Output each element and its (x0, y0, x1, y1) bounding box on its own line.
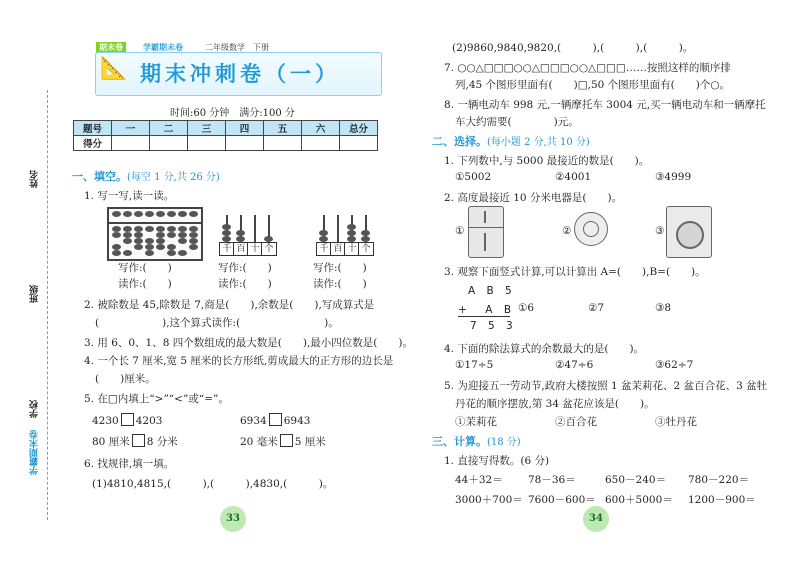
vertical-calc-line2: + A B (458, 304, 516, 316)
class-label: 班级 (30, 285, 40, 303)
rod (337, 215, 339, 242)
q2-1-opt[interactable]: ①5002 (455, 171, 492, 183)
q2-5a: 5. 为迎接五一劳动节,政府大楼按照 1 盆茉莉花、2 盆百合花、3 盆牡 (444, 380, 768, 392)
place-label: 个 (358, 242, 374, 256)
abacus-bead (347, 224, 356, 230)
abacus-bead (167, 232, 176, 238)
place-label: 个 (261, 242, 277, 256)
washing-machine-icon (666, 206, 712, 258)
abacus-bead (112, 211, 121, 217)
page-number-right: 34 (583, 506, 609, 532)
abacus-bead (178, 250, 187, 256)
compare-left: 80 厘米 (92, 436, 130, 448)
abacus-bead (347, 230, 356, 236)
compare-left: 6934 (240, 415, 267, 427)
rice-cooker-icon (574, 212, 608, 246)
abacus-bead (156, 211, 165, 217)
q2-4-opt[interactable]: ②47÷6 (555, 359, 594, 371)
q2-1: 1. 下列数中,与 5000 最接近的数是( )。 (444, 155, 650, 167)
section-2-title: 二、选择。 (432, 135, 487, 148)
score-value-row (74, 136, 378, 151)
read-blank-3[interactable]: 读作:( ) (313, 278, 367, 290)
place-label: 百 (330, 242, 346, 256)
q2-5-opt[interactable]: ③牡丹花 (655, 416, 697, 428)
q2-3-opt[interactable]: ①6 (518, 302, 535, 314)
binding-line (47, 90, 48, 520)
score-cell[interactable] (302, 136, 340, 151)
calc-item[interactable]: 7600－600＝ (528, 494, 596, 506)
q1-8b: 车大约需要( )元。 (455, 116, 579, 128)
compare-box[interactable] (121, 413, 134, 426)
q2-2-opt[interactable]: ③ (655, 225, 665, 237)
q1-7a: 7. ○○△□□□○○△□□□○○△□□□……按照这样的顺序排 (444, 62, 731, 74)
compare-left: 4230 (92, 415, 119, 427)
section-2-heading (432, 133, 590, 149)
score-cell: 五 (264, 121, 302, 136)
q2-4: 4. 下面的除法算式的余数最大的是( )。 (444, 343, 645, 355)
score-cell[interactable] (264, 136, 302, 151)
q2-3: 3. 观察下面竖式计算,可以计算出 A=( ),B=( )。 (444, 266, 706, 278)
calc-item[interactable]: 1200－900＝ (688, 494, 756, 506)
page-title: 期末冲刺卷（一） (140, 62, 340, 86)
abacus-bead (134, 211, 143, 217)
section-3-points: (18 分) (487, 437, 521, 448)
score-cell: 二 (150, 121, 188, 136)
compare-box[interactable] (280, 434, 293, 447)
q2-3-opt[interactable]: ②7 (588, 302, 605, 314)
abacus-bead (236, 230, 245, 236)
score-cell[interactable] (112, 136, 150, 151)
section-3-heading (432, 433, 521, 449)
q2-2-opt[interactable]: ② (562, 225, 572, 237)
q2-1-opt[interactable]: ②4001 (555, 171, 592, 183)
write-blank-2[interactable]: 写作:( ) (218, 262, 272, 274)
place-label: 十 (247, 242, 263, 256)
score-cell: 三 (188, 121, 226, 136)
q2-2: 2. 高度最接近 10 分米电器是( )。 (444, 192, 623, 204)
place-label: 千 (316, 242, 332, 256)
abacus-bead (167, 211, 176, 217)
rod (254, 215, 256, 242)
brand-vertical: 学霸期末卷 (30, 430, 40, 475)
calc-item[interactable]: 3000＋700＝ (455, 494, 523, 506)
q1-7b: 列,45 个图形里面有( )□,50 个图形里面有( )个○。 (455, 79, 731, 91)
page-number-left: 33 (220, 506, 246, 532)
abacus-bead (319, 230, 328, 236)
calc-item[interactable]: 78－36＝ (528, 474, 576, 486)
compare-box[interactable] (269, 413, 282, 426)
q2-5b: 丹花的顺序摆放,第 34 盆花应该是( )。 (455, 398, 655, 410)
place-label: 千 (219, 242, 235, 256)
abacus-bead (123, 211, 132, 217)
q2-3-opt[interactable]: ③8 (655, 302, 672, 314)
header-grade: 二年级数学 (205, 43, 245, 52)
abacus-bead (156, 244, 165, 250)
score-cell: 得分 (74, 136, 112, 151)
q2-4-opt[interactable]: ③62÷7 (655, 359, 694, 371)
compare-right: 5 厘米 (294, 436, 326, 448)
read-blank-1[interactable]: 读作:( ) (118, 278, 172, 290)
score-cell: 总分 (340, 121, 378, 136)
abacus-bead (134, 244, 143, 250)
q1-6-1: (1)4810,4815,( ),( ),4830,( )。 (92, 478, 334, 490)
calc-item[interactable]: 600＋5000＝ (605, 494, 673, 506)
compare-right: 8 分米 (146, 436, 178, 448)
q2-4-opt[interactable]: ①17÷5 (455, 359, 494, 371)
time-info: 时间:60 分钟 满分:100 分 (170, 108, 295, 119)
score-cell[interactable] (150, 136, 188, 151)
abacus-bead (222, 224, 231, 230)
vertical-calc-line1: A B 5 (468, 285, 516, 297)
compare-left: 20 毫米 (240, 436, 278, 448)
abacus-bead (178, 238, 187, 244)
header-term: 下册 (253, 43, 269, 52)
score-cell[interactable] (340, 136, 378, 151)
abacus-bead (189, 211, 198, 217)
q1-2a: 2. 被除数是 45,除数是 7,商是( ),余数是( ),写成算式是 (84, 299, 375, 311)
ruler-icon: 📐 (100, 56, 128, 81)
q2-5-opt[interactable]: ①茉莉花 (455, 416, 497, 428)
q1-4a: 4. 一个长 7 厘米,宽 5 厘米的长方形纸,剪成最大的正方形的边长是 (84, 355, 394, 367)
score-cell: 一 (112, 121, 150, 136)
calc-item[interactable]: 780－220＝ (688, 474, 750, 486)
school-label: 学校 (30, 400, 40, 418)
compare-1 (92, 413, 162, 427)
section-1-points: (每空 1 分,共 26 分) (127, 172, 220, 183)
write-blank-3[interactable]: 写作:( ) (313, 262, 367, 274)
abacus-bead (123, 250, 132, 256)
vertical-calc-rule (458, 316, 510, 317)
write-blank-1[interactable]: 写作:( ) (118, 262, 172, 274)
score-table (73, 120, 378, 151)
header-brand: 学霸期末卷 (143, 43, 183, 52)
q2-5-opt[interactable]: ②百合花 (555, 416, 597, 428)
score-cell: 题号 (74, 121, 112, 136)
q1-5: 5. 在□内填上“>”“<”或“=”。 (84, 393, 229, 405)
score-cell[interactable] (226, 136, 264, 151)
q2-1-opt[interactable]: ③4999 (655, 171, 692, 183)
abacus-bead (145, 226, 154, 232)
abacus-bead (222, 230, 231, 236)
vertical-calc-result: 7 5 3 (470, 320, 517, 332)
q1-8a: 8. 一辆电动车 998 元,一辆摩托车 3004 元,买一辆电动车和一辆摩托 (444, 99, 766, 111)
score-cell[interactable] (188, 136, 226, 151)
score-header-row (74, 121, 378, 136)
q1-3: 3. 用 6、0、1、8 四个数组成的最大数是( ),最小四位数是( )。 (84, 337, 413, 349)
place-label: 十 (344, 242, 360, 256)
abacus-bead (167, 250, 176, 256)
section-1-heading (72, 168, 220, 184)
score-cell: 六 (302, 121, 340, 136)
read-blank-2[interactable]: 读作:( ) (218, 278, 272, 290)
compare-3 (92, 434, 178, 449)
q1-6: 6. 找规律,填一填。 (84, 458, 175, 470)
q1-6-2: (2)9860,9840,9820,( ),( ),( )。 (452, 42, 694, 54)
compare-right: 6943 (283, 415, 311, 427)
abacus-bead (145, 250, 154, 256)
score-cell: 四 (226, 121, 264, 136)
compare-box[interactable] (132, 434, 145, 447)
calc-item[interactable]: 44＋32＝ (455, 474, 503, 486)
q1-2b: ( ),这个算式读作:( )。 (95, 317, 339, 329)
badge: 期末卷 (96, 42, 126, 54)
q1-1: 1. 写一写,读一读。 (84, 190, 175, 202)
abacus-bead (123, 238, 132, 244)
q1-4b: ( )厘米。 (95, 373, 156, 385)
abacus-bead (361, 230, 370, 236)
fridge-icon (468, 206, 504, 258)
section-3-title: 三、计算。 (432, 435, 487, 448)
calc-item[interactable]: 650－240＝ (605, 474, 667, 486)
compare-4 (240, 434, 326, 449)
abacus-bead (145, 211, 154, 217)
place-label: 百 (233, 242, 249, 256)
abacus-bead (189, 244, 198, 250)
section-2-points: (每小题 2 分,共 10 分) (487, 137, 590, 148)
abacus-bead (112, 232, 121, 238)
section-1-title: 一、填空。 (72, 170, 127, 183)
name-label: 姓名 (30, 170, 40, 188)
abacus-bead (178, 211, 187, 217)
compare-right: 4203 (135, 415, 163, 427)
compare-2 (240, 413, 310, 427)
q2-2-opt[interactable]: ① (455, 225, 465, 237)
abacus-bead (112, 250, 121, 256)
q3-1: 1. 直接写得数。(6 分) (444, 455, 550, 467)
